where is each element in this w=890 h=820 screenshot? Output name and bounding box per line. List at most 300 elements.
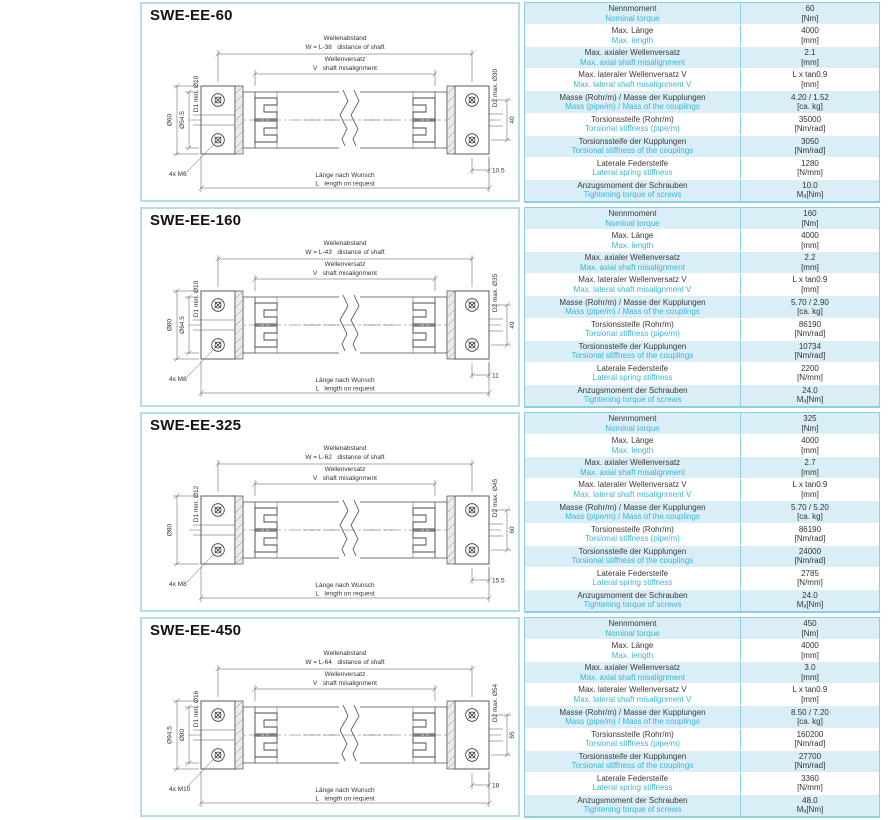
dim-shaft-misalignment-label-en: V shaft misalignment (313, 270, 377, 277)
spec-label-cell (525, 684, 741, 705)
spec-row (525, 341, 879, 363)
dim-bolt-span-label: 65 (509, 731, 516, 739)
spec-value-cell (741, 114, 879, 135)
spec-label-cell (525, 546, 741, 567)
product-section (140, 617, 880, 820)
spec-unit: [mm] (801, 262, 819, 272)
dim-length-label-de: Länge nach Wunsch (315, 787, 375, 794)
spec-unit: [N/mm] (797, 168, 823, 178)
product-title: SWE-EE-60 (150, 7, 233, 24)
spec-table (524, 412, 880, 613)
spec-row (525, 751, 879, 773)
spec-value: 3360 (801, 773, 819, 783)
left-end-plate (201, 291, 235, 359)
spec-value-cell (741, 684, 879, 705)
spec-label-en: Mass (pipe/m) / Mass of the couplings (565, 306, 700, 316)
spec-value-cell (741, 158, 879, 179)
spec-label-de: Max. lateraler Wellenversatz V (578, 480, 687, 490)
spec-row (525, 91, 879, 113)
spec-unit: [mm] (801, 57, 819, 67)
spec-label-en: Nominal torque (605, 628, 660, 638)
spec-label-cell (525, 729, 741, 750)
spec-label-en: Max. length (611, 240, 654, 250)
spec-value-cell (741, 274, 879, 295)
d1-label: D1 min. Ø10 (193, 280, 200, 318)
spec-label-en: Torsional stiffness (pipe/m) (584, 329, 680, 339)
spec-value-cell (741, 568, 879, 589)
spec-value-cell (741, 385, 879, 406)
screws-label: 4x M8 (169, 376, 187, 383)
spec-label-de: Masse (Rohr/m) / Masse der Kupplungen (559, 92, 706, 102)
dim-length-label-en: L length on request (315, 385, 375, 393)
spec-label-de: Anzugsmoment der Schrauben (577, 385, 688, 395)
spec-label-cell (525, 524, 741, 545)
spec-unit: [mm] (801, 672, 819, 682)
spec-label-cell (525, 230, 741, 251)
spec-value: 160200 (796, 729, 824, 739)
right-end-plate (455, 86, 489, 154)
spec-label-de: Masse (Rohr/m) / Masse der Kupplungen (559, 297, 706, 307)
spec-value-cell (741, 413, 879, 434)
spec-label-en: Lateral spring stiffness (592, 168, 673, 178)
spec-unit: [mm] (801, 445, 819, 455)
product-section (140, 207, 880, 410)
spec-value-cell (741, 136, 879, 157)
spec-unit: Mₐ[Nm] (796, 395, 824, 405)
d2-label: D2 max. Ø35 (492, 273, 499, 313)
spec-label-en: Max. lateral shaft misalignment V (573, 79, 692, 89)
spec-label-de: Max. axialer Wellenversatz (584, 253, 681, 263)
dim-outer-dia-label: Ø60 (166, 113, 174, 127)
spec-row (525, 706, 879, 728)
spec-row (525, 479, 879, 501)
spec-label-en: Nominal torque (605, 218, 660, 228)
spec-label-cell (525, 3, 741, 24)
spec-label-de: Max. lateraler Wellenversatz V (578, 685, 687, 695)
dim-shaft-misalignment-label-de: Wellenversatz (324, 261, 366, 268)
technical-drawing-panel (140, 207, 520, 407)
dim-length-label-de: Länge nach Wunsch (315, 582, 375, 589)
spec-row (525, 729, 879, 751)
spec-unit: [mm] (801, 489, 819, 499)
spec-row (525, 773, 879, 795)
spec-unit: [Nm/rad] (794, 351, 826, 361)
spec-unit: Mₐ[Nm] (796, 805, 824, 815)
spec-row (525, 435, 879, 457)
d1-label: D1 min. Ø16 (193, 690, 200, 728)
spec-value: 27700 (798, 751, 822, 761)
left-end-plate (201, 701, 235, 769)
spec-table (524, 207, 880, 408)
spec-unit: [N/mm] (797, 783, 823, 793)
spec-row (525, 3, 879, 25)
coupling-drawing (143, 24, 517, 200)
spec-row (525, 180, 879, 201)
spec-value-cell (741, 47, 879, 68)
spec-unit: Mₐ[Nm] (796, 190, 824, 200)
spec-label-cell (525, 413, 741, 434)
spec-value: 450 (803, 619, 817, 629)
spec-value: 48.0 (802, 795, 818, 805)
spec-unit: [N/mm] (797, 373, 823, 383)
dim-outer-dia-label: Ø94.5 (166, 726, 174, 744)
spec-label-en: Lateral spring stiffness (592, 783, 673, 793)
spec-value-cell (741, 363, 879, 384)
spec-row (525, 274, 879, 296)
spec-label-de: Torsionssteife (Rohr/m) (591, 524, 674, 534)
dim-flange-offset-lines (470, 158, 492, 174)
dim-shaft-distance-label-de: Wellenabstand (323, 650, 367, 657)
technical-drawing-panel (140, 617, 520, 817)
spec-value: 10734 (798, 341, 822, 351)
spec-label-de: Laterale Federsteife (596, 568, 669, 578)
left-claw-top (255, 508, 277, 529)
spec-label-de: Nennmoment (608, 619, 657, 629)
spec-label-de: Torsionssteife (Rohr/m) (591, 319, 674, 329)
coupling-drawing (143, 229, 517, 405)
spec-unit: [Nm/rad] (794, 761, 826, 771)
spec-label-de: Nennmoment (608, 414, 657, 424)
spec-row (525, 319, 879, 341)
spec-table (524, 617, 880, 818)
spec-label-en: Torsional stiffness (pipe/m) (584, 124, 680, 134)
spec-label-cell (525, 363, 741, 384)
spec-label-cell (525, 158, 741, 179)
spec-label-de: Torsionssteife (Rohr/m) (591, 729, 674, 739)
spec-value-cell (741, 640, 879, 661)
spec-row (525, 590, 879, 611)
spec-label-cell (525, 618, 741, 639)
product-title: SWE-EE-325 (150, 417, 242, 434)
spec-value: 86190 (798, 524, 822, 534)
spec-label-en: Max. lateral shaft misalignment V (573, 489, 692, 499)
spec-label-de: Torsionssteife der Kupplungen (578, 341, 687, 351)
spec-row (525, 457, 879, 479)
spec-value: L x tan0.9 (792, 70, 828, 80)
dim-shaft-misalignment-lines (253, 275, 438, 291)
spec-label-en: Tightening torque of screws (583, 805, 682, 815)
dim-shaft-distance-formula: W = L-43 distance of shaft (305, 249, 385, 256)
spec-label-de: Torsionssteife der Kupplungen (578, 136, 687, 146)
spec-row (525, 662, 879, 684)
spec-value: 10.0 (802, 180, 818, 190)
spec-unit: [Nm] (801, 423, 819, 433)
dim-length-label-en: L length on request (315, 180, 375, 188)
spec-unit: [Nm] (801, 13, 819, 23)
spec-label-en: Lateral spring stiffness (592, 373, 673, 383)
spec-label-cell (525, 180, 741, 201)
dim-flange-offset-label: 11 (492, 372, 499, 380)
spec-value: 86190 (798, 319, 822, 329)
spec-label-cell (525, 47, 741, 68)
dim-shaft-misalignment-lines (253, 685, 438, 701)
d2-label: D2 max. Ø54 (492, 683, 499, 723)
spec-label-en: Torsional stiffness (pipe/m) (584, 739, 680, 749)
spec-row (525, 363, 879, 385)
spec-label-de: Laterale Federsteife (596, 363, 669, 373)
spec-value: 4000 (801, 26, 819, 36)
spec-label-en: Max. length (611, 650, 654, 660)
spec-label-cell (525, 208, 741, 229)
spec-value: L x tan0.9 (792, 275, 828, 285)
spec-label-en: Max. lateral shaft misalignment V (573, 694, 692, 704)
spec-label-en: Torsional stiffness (pipe/m) (584, 534, 680, 544)
spec-row (525, 136, 879, 158)
d1-label: D1 min. Ø12 (193, 485, 200, 523)
spec-row (525, 158, 879, 180)
spec-label-cell (525, 457, 741, 478)
spec-value: 2785 (801, 568, 819, 578)
dim-shaft-misalignment-label-en: V shaft misalignment (313, 680, 377, 687)
spec-value: L x tan0.9 (792, 685, 828, 695)
spec-value: 3.0 (804, 663, 816, 673)
left-claw-bottom (255, 121, 277, 142)
spec-label-en: Torsional stiffness of the couplings (571, 351, 694, 361)
right-claw-bottom (413, 326, 435, 347)
spec-label-cell (525, 114, 741, 135)
left-claw-bottom (255, 736, 277, 757)
right-claw-top (413, 713, 435, 734)
coupling-drawing (143, 639, 517, 815)
spec-value-cell (741, 252, 879, 273)
dim-length-label-de: Länge nach Wunsch (315, 172, 375, 179)
spec-label-cell (525, 341, 741, 362)
spec-value-cell (741, 729, 879, 750)
spec-label-en: Mass (pipe/m) / Mass of the couplings (565, 716, 700, 726)
spec-label-cell (525, 751, 741, 772)
coupling-drawing (143, 434, 517, 610)
spec-label-cell (525, 435, 741, 456)
spec-label-de: Max. Länge (611, 231, 654, 241)
spec-row (525, 230, 879, 252)
spec-value: 24000 (798, 546, 822, 556)
spec-label-cell (525, 568, 741, 589)
spec-value-cell (741, 230, 879, 251)
screws-label: 4x M8 (169, 581, 187, 588)
spec-label-en: Tightening torque of screws (583, 190, 682, 200)
d1-label: D1 min. Ø10 (193, 75, 200, 113)
spec-value: 35000 (798, 114, 822, 124)
spec-unit: [mm] (801, 240, 819, 250)
spec-row (525, 501, 879, 523)
spec-value: 60 (805, 4, 815, 14)
dim-flange-offset-lines (470, 363, 492, 379)
dim-bolt-span-label: 60 (509, 526, 516, 534)
spec-label-en: Mass (pipe/m) / Mass of the couplings (565, 511, 700, 521)
spec-value-cell (741, 546, 879, 567)
spec-row (525, 47, 879, 69)
spec-value-cell (741, 751, 879, 772)
dim-shaft-misalignment-lines (253, 70, 438, 86)
product-section (140, 412, 880, 615)
spec-value-cell (741, 3, 879, 24)
technical-drawing-panel (140, 2, 520, 202)
spec-label-en: Max. axial shaft misalignment (580, 262, 685, 272)
spec-label-en: Lateral spring stiffness (592, 578, 673, 588)
spec-label-de: Torsionssteife (Rohr/m) (591, 114, 674, 124)
spec-unit: [mm] (801, 650, 819, 660)
spec-value: 2.1 (804, 48, 816, 58)
screws-label: 4x M10 (169, 786, 191, 793)
right-end-plate (455, 701, 489, 769)
spec-label-de: Max. lateraler Wellenversatz V (578, 70, 687, 80)
spec-label-cell (525, 640, 741, 661)
dim-inner-dia-label: Ø64.5 (179, 316, 186, 334)
spec-label-en: Max. lateral shaft misalignment V (573, 284, 692, 294)
spec-label-cell (525, 91, 741, 112)
d2-label: D2 max. Ø30 (492, 68, 499, 108)
spec-value: 24.0 (802, 590, 818, 600)
dim-shaft-misalignment-label-de: Wellenversatz (324, 466, 366, 473)
spec-value: 4000 (801, 436, 819, 446)
spec-row (525, 684, 879, 706)
spec-value: 24.0 (802, 385, 818, 395)
spec-value: L x tan0.9 (792, 480, 828, 490)
spec-label-en: Max. axial shaft misalignment (580, 57, 685, 67)
left-claw-top (255, 98, 277, 119)
spec-label-de: Masse (Rohr/m) / Masse der Kupplungen (559, 502, 706, 512)
spec-label-en: Nominal torque (605, 13, 660, 23)
screws-label: 4x M6 (169, 171, 187, 178)
dim-shaft-distance-formula: W = L-62 distance of shaft (305, 454, 385, 461)
dim-outer-dia-label: Ø80 (166, 523, 174, 537)
dim-shaft-misalignment-label-en: V shaft misalignment (313, 475, 377, 482)
product-title: SWE-EE-160 (150, 212, 242, 229)
dim-shaft-distance-formula: W = L-38 distance of shaft (305, 44, 385, 51)
spec-label-de: Anzugsmoment der Schrauben (577, 795, 688, 805)
left-end-plate (201, 496, 235, 564)
spec-label-de: Torsionssteife der Kupplungen (578, 546, 687, 556)
spec-value-cell (741, 341, 879, 362)
dim-shaft-distance-formula: W = L-64 distance of shaft (305, 659, 385, 666)
dim-shaft-misalignment-label-de: Wellenversatz (324, 56, 366, 63)
spec-value-cell (741, 773, 879, 794)
spec-label-en: Max. length (611, 35, 654, 45)
spec-row (525, 69, 879, 91)
spec-label-cell (525, 252, 741, 273)
dim-shaft-misalignment-lines (253, 480, 438, 496)
product-title: SWE-EE-450 (150, 622, 242, 639)
spec-label-de: Max. axialer Wellenversatz (584, 458, 681, 468)
spec-label-cell (525, 501, 741, 522)
spec-unit: [mm] (801, 284, 819, 294)
dim-flange-offset-label: 15.5 (492, 577, 505, 585)
spec-table (524, 2, 880, 203)
spec-value-cell (741, 524, 879, 545)
spec-row (525, 208, 879, 230)
spec-row (525, 618, 879, 640)
spec-label-de: Max. Länge (611, 436, 654, 446)
spec-value-cell (741, 457, 879, 478)
spec-label-cell (525, 319, 741, 340)
right-claw-top (413, 508, 435, 529)
spec-row (525, 795, 879, 816)
technical-drawing-panel (140, 412, 520, 612)
spec-value: 2.7 (804, 458, 816, 468)
left-claw-top (255, 713, 277, 734)
spec-value-cell (741, 25, 879, 46)
spec-label-cell (525, 274, 741, 295)
dim-shaft-distance-label-de: Wellenabstand (323, 445, 367, 452)
right-end-plate (455, 291, 489, 359)
spec-value-cell (741, 706, 879, 727)
spec-value-cell (741, 296, 879, 317)
spec-row (525, 385, 879, 406)
spec-row (525, 546, 879, 568)
dim-inner-dia-label: Ø54.5 (179, 111, 186, 129)
dim-length-label-en: L length on request (315, 795, 375, 803)
spec-unit: Mₐ[Nm] (796, 600, 824, 610)
dim-shaft-distance-label-de: Wellenabstand (323, 240, 367, 247)
spec-label-de: Max. Länge (611, 641, 654, 651)
spec-label-de: Laterale Federsteife (596, 158, 669, 168)
right-claw-bottom (413, 736, 435, 757)
dim-shaft-misalignment-label-en: V shaft misalignment (313, 65, 377, 72)
dim-inner-dia-label: Ø80 (179, 728, 186, 742)
spec-label-cell (525, 296, 741, 317)
screws-leader-line (187, 554, 214, 582)
spec-value-cell (741, 91, 879, 112)
spec-label-de: Nennmoment (608, 209, 657, 219)
spec-label-en: Torsional stiffness of the couplings (571, 556, 694, 566)
dim-bolt-span-label: 40 (509, 116, 516, 124)
spec-row (525, 524, 879, 546)
spec-unit: [mm] (801, 35, 819, 45)
spec-label-en: Tightening torque of screws (583, 600, 682, 610)
spec-label-cell (525, 590, 741, 611)
spec-unit: [mm] (801, 467, 819, 477)
spec-row (525, 25, 879, 47)
right-claw-top (413, 98, 435, 119)
right-claw-bottom (413, 531, 435, 552)
spec-value-cell (741, 795, 879, 816)
spec-unit: [Nm/rad] (794, 146, 826, 156)
spec-label-en: Torsional stiffness of the couplings (571, 761, 694, 771)
dim-shaft-misalignment-label-de: Wellenversatz (324, 671, 366, 678)
spec-label-cell (525, 479, 741, 500)
spec-label-en: Tightening torque of screws (583, 395, 682, 405)
d2-label: D2 max. Ø45 (492, 478, 499, 518)
spec-label-de: Max. axialer Wellenversatz (584, 48, 681, 58)
spec-unit: [Nm/rad] (794, 556, 826, 566)
spec-value-cell (741, 501, 879, 522)
left-claw-bottom (255, 326, 277, 347)
dim-length-label-de: Länge nach Wunsch (315, 377, 375, 384)
dim-flange-offset-lines (470, 773, 492, 789)
product-section (140, 2, 880, 205)
spec-row (525, 114, 879, 136)
spec-label-en: Max. axial shaft misalignment (580, 672, 685, 682)
spec-value: 5.70 / 5.20 (791, 502, 829, 512)
spec-value: 325 (803, 414, 817, 424)
spec-label-en: Mass (pipe/m) / Mass of the couplings (565, 101, 700, 111)
spec-value-cell (741, 435, 879, 456)
spec-unit: [ca. kg] (797, 306, 823, 316)
spec-label-en: Max. axial shaft misalignment (580, 467, 685, 477)
spec-value: 3050 (801, 136, 819, 146)
spec-unit: [Nm] (801, 218, 819, 228)
dim-outer-dia-label: Ø80 (166, 318, 174, 332)
spec-value-cell (741, 618, 879, 639)
spec-label-de: Laterale Federsteife (596, 773, 669, 783)
spec-value: 1280 (801, 158, 819, 168)
spec-unit: [Nm/rad] (794, 329, 826, 339)
spec-value: 4000 (801, 641, 819, 651)
spec-label-cell (525, 706, 741, 727)
spec-label-cell (525, 136, 741, 157)
spec-row (525, 296, 879, 318)
spec-label-de: Anzugsmoment der Schrauben (577, 590, 688, 600)
